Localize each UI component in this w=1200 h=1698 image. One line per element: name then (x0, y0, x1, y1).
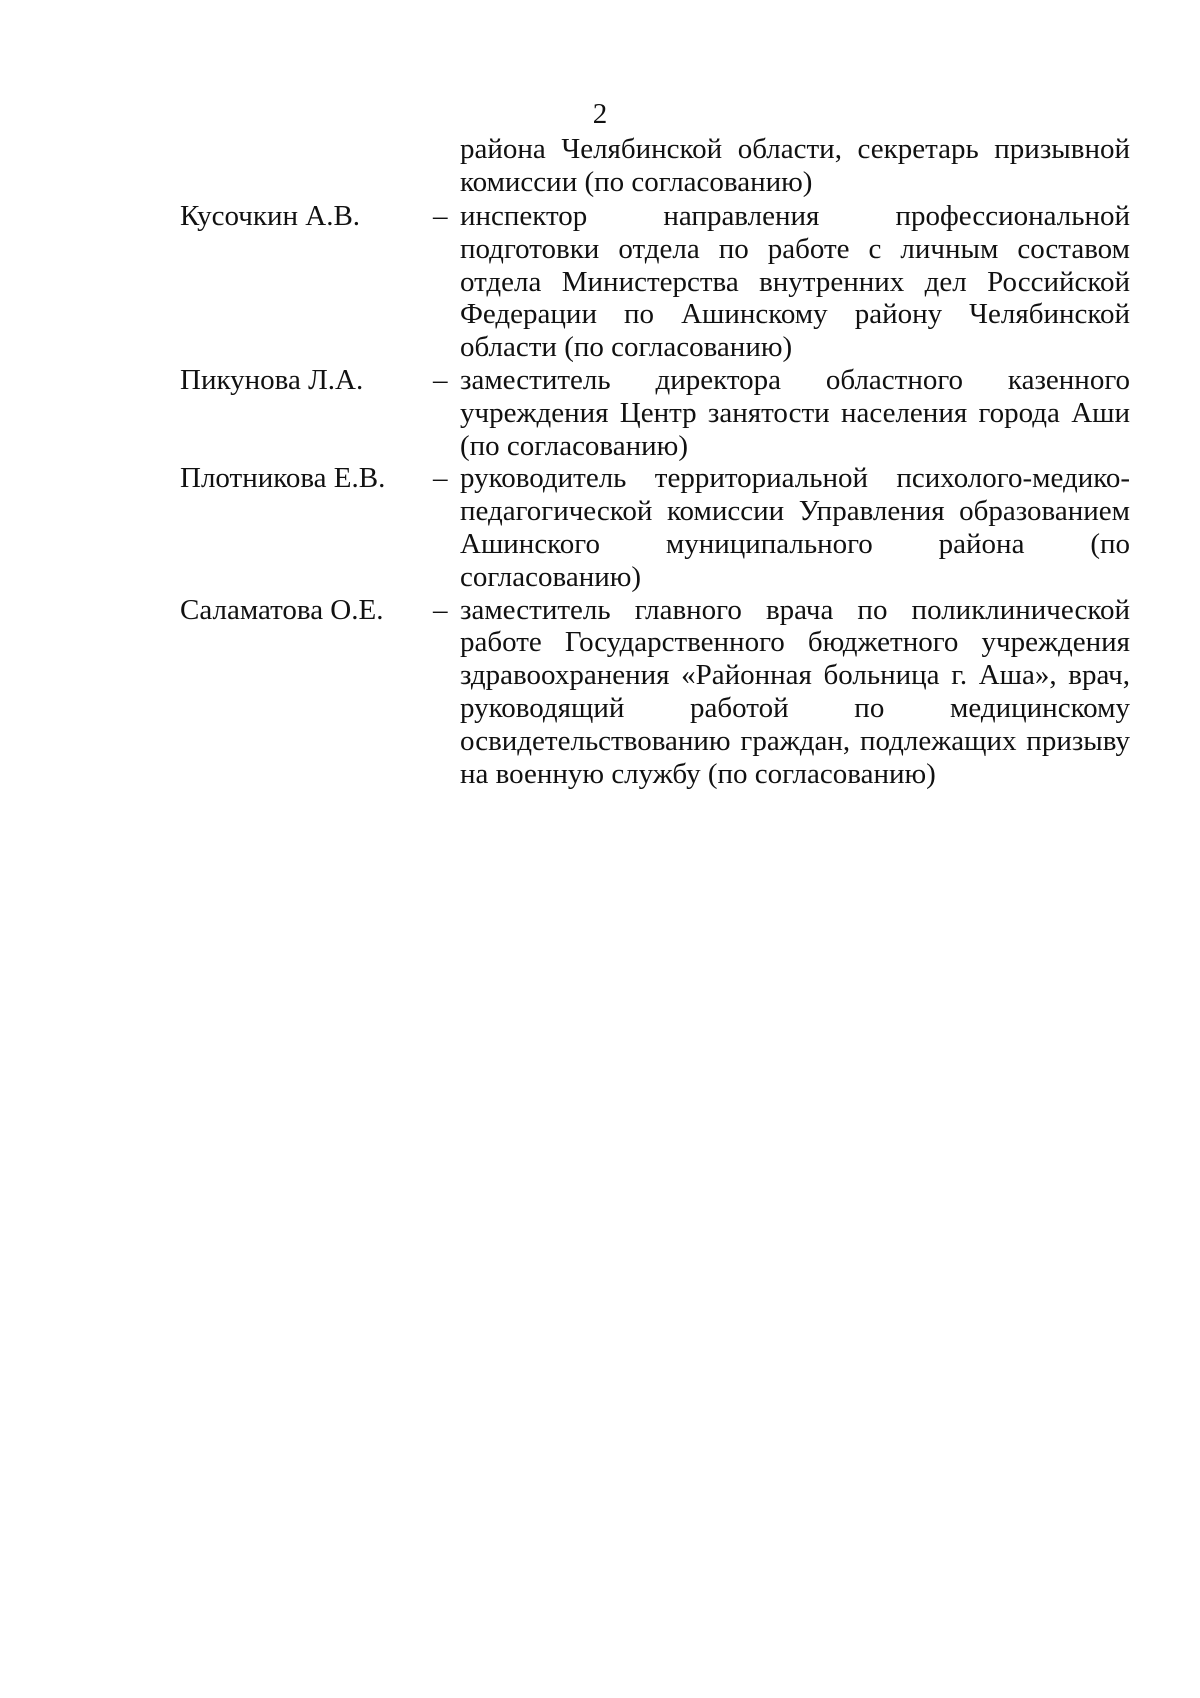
member-entry (180, 200, 1130, 364)
member-dash: – (433, 200, 448, 232)
member-position: руководитель территориальной психолого-медико-педагогической комиссии Управления образованием Ашинского муниципального района (по согласованию) (460, 462, 1130, 593)
member-position: заместитель директора областного казенного учреждения Центр занятости населения города Аши (по согласованию) (460, 363, 1130, 462)
continuation-text: района Челябинской области, секретарь призывной комиссии (по согласованию) (460, 133, 1130, 198)
member-name: Саламатова О.Е. (180, 593, 384, 626)
member-dash: – (433, 593, 448, 626)
member-list (180, 200, 1130, 790)
member-name: Пикунова Л.А. (180, 363, 364, 396)
member-name: Плотникова Е.В. (180, 462, 386, 495)
member-name: Кусочкин А.В. (180, 200, 361, 232)
member-dash: – (433, 462, 448, 495)
member-position: заместитель главного врача по поликлинической работе Государственного бюджетного учреждения здравоохранения «Районная больница г. Аша», врач, руководящий работой по медицинскому освидетельствованию граждан, подлежащих призыву на военную службу (по согласованию) (460, 593, 1130, 790)
member-entry (180, 594, 1130, 791)
member-position: инспектор направления профессиональной подготовки отдела по работе с личным составом отдела Министерства внутренних дел Российской Федерации по Ашинскому району Челябинской области (по согласованию) (460, 200, 1130, 364)
page-number: 2 (592, 98, 608, 130)
member-entry (180, 364, 1130, 462)
member-dash: – (433, 363, 448, 396)
member-entry (180, 462, 1130, 593)
